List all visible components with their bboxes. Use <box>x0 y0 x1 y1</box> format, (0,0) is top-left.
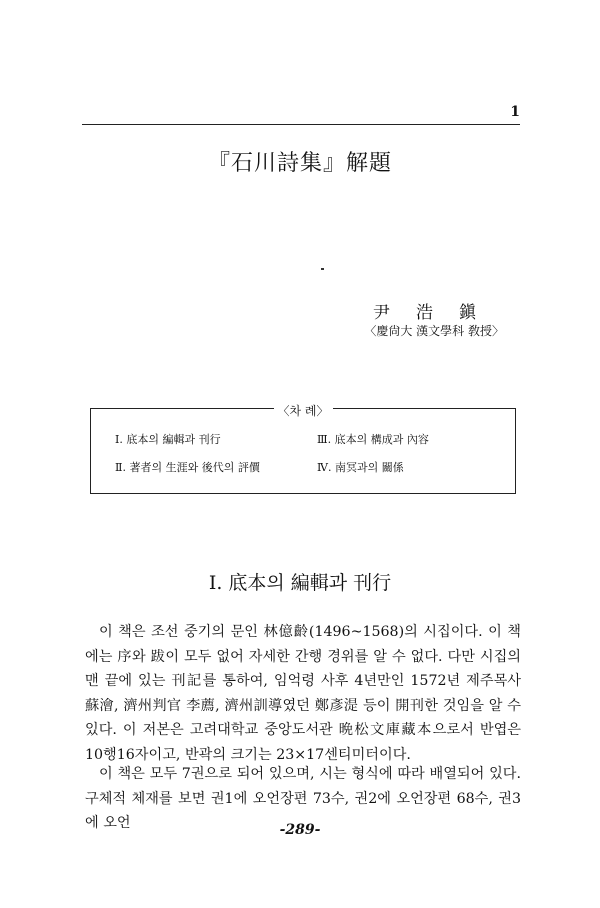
page-title: 『石川詩集』解題 <box>207 151 392 176</box>
toc-item: Ⅰ. 底本의 編輯과 刊行 <box>115 433 221 446</box>
toc-heading-wrap <box>91 400 515 419</box>
paragraph-text: 이 책은 조선 중기의 문인 林億齡(1496~1568)의 시집이다. 이 책에는 序와 跋이 모두 없어 자세한 간행 경위를 알 수 없다. 다만 시집의 맨 끝에 있는 刊記를 통하여, 임억령 사후 4년만인 1572년 제주목사 蘇澮, 濟州判官 李薦, 濟州訓導였던 鄭彥湜 등이 開刊한 것임을 알 수 있다. 이 저본은 고려대학교 중앙도서관 晩松文庫藏本으로서 반엽은 10행16자이고, 반곽의 크기는 23×17센티미터이다. <box>85 624 521 763</box>
body-paragraph <box>85 620 521 767</box>
author-name: 尹浩鎭 <box>373 303 502 323</box>
section-heading: Ⅰ. 底本의 編輯과 刊行 <box>208 572 392 594</box>
page-folio: -289- <box>279 822 321 838</box>
toc-item: Ⅳ. 南冥과의 關係 <box>317 461 404 474</box>
toc-item: Ⅱ. 著者의 生涯와 後代의 評價 <box>115 461 260 474</box>
stray-mark <box>321 268 324 270</box>
toc-item: Ⅲ. 底本의 構成과 內容 <box>317 433 429 446</box>
table-of-contents <box>90 404 516 494</box>
author-affiliation: 〈慶尙大 漢文學科 敎授〉 <box>364 324 504 338</box>
paragraph-text: 이 책은 모두 7권으로 되어 있으며, 시는 형식에 따라 배열되어 있다. 구체적 체재를 보면 권1에 오언장편 73수, 권2에 오언장편 68수, 권3에 오언 <box>85 766 521 831</box>
chapter-number: 1 <box>510 104 520 120</box>
header-rule <box>82 124 520 125</box>
toc-heading: 〈차 례〉 <box>274 404 333 418</box>
